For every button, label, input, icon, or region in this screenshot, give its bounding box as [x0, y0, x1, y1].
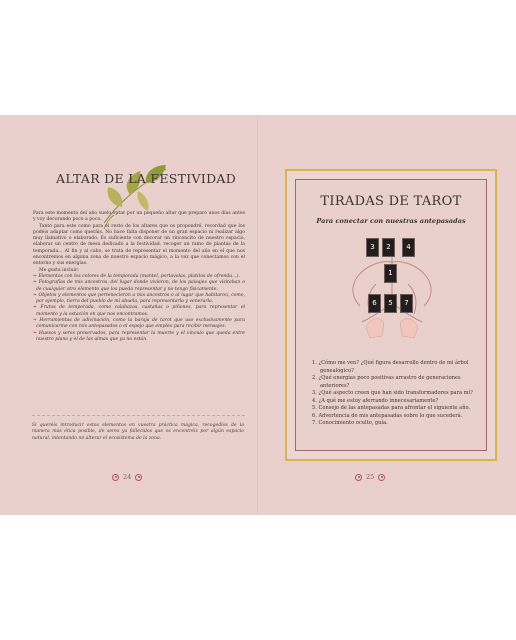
- list-item: ❧ Herramientas de adivinación, como la baraja de tarot que uso exclusivamente para comunicarme con mis antepasados o el espejo que empleo para recibir mensajes.: [33, 318, 245, 330]
- list-item: 5. Consejo de las antepasadas para afrontar el siguiente año.: [312, 405, 471, 411]
- bullet-icon: ❧: [33, 280, 37, 286]
- list-item: 7. Conocimiento oculto, guía.: [312, 420, 388, 426]
- ornament-icon: [355, 474, 362, 481]
- left-page: [28, 115, 250, 515]
- panel-title: TIRADAS DE TAROT: [320, 194, 462, 209]
- page-footer-right: [355, 473, 385, 481]
- bullet-icon: ❧: [33, 330, 37, 336]
- dotted-divider: [32, 415, 246, 416]
- list-item: 1. ¿Cómo me ven? ¿Qué figura desarrollo dentro de mi árbol genealógico?: [312, 360, 469, 374]
- page-title: ALTAR DE LA FESTIVIDAD: [56, 171, 237, 186]
- bullet-icon: ❧: [33, 318, 37, 324]
- page-number: 24: [123, 473, 132, 481]
- list-intro: Me gusta incluir:: [39, 267, 79, 273]
- panel-subtitle: Para conectar con nuestras antepasadas: [316, 217, 466, 225]
- paragraph: Tanto para este como para el resto de los altares que os propondré, recordad que los podéis adaptar como queráis. No hace falta disponer de un gran espacio ni realizar algo muy llamativo o elaborado. Es suficiente con decorar un rinconcito de nuestro espacio, elaborar un centro de mesa dedicado a la festividad, recoger un ramo de plantas de la temporada... Al fin y al cabo, se trata de representar el momento del año en el que nos encontremos en alguna zona de nuestro espacio mágico, a la vez que conectamos con el entorno y sus energías.: [33, 223, 245, 267]
- list-item: ❧ Fotografías de mis ancestros, del lugar donde vivieron, de los paisajes que visitaban o de cualquier otro elemento que los pueda representar y no tengo físicamente.: [33, 280, 245, 292]
- tarot-panel: [295, 179, 487, 451]
- tarot-card: 7: [400, 294, 413, 313]
- page-number: 25: [366, 473, 375, 481]
- book-spread: [0, 115, 516, 515]
- ornament-icon: [378, 474, 385, 481]
- bullet-icon: ❧: [33, 273, 37, 279]
- tarot-card: 3: [366, 238, 379, 257]
- tarot-card: 6: [368, 294, 381, 313]
- spread-illustration: [336, 232, 448, 350]
- ornament-icon: [135, 474, 142, 481]
- tarot-card: 1: [384, 264, 397, 283]
- page-footer-left: [112, 473, 142, 481]
- tarot-card: 4: [402, 238, 415, 257]
- body-text: [33, 211, 245, 343]
- ornament-icon: [112, 474, 119, 481]
- tarot-card: 2: [382, 238, 395, 257]
- tarot-card: 5: [384, 294, 397, 313]
- list-item: ❧ Objetos y elementos que pertenecieron a mis ancestros o al lugar que habitaron, como, por ejemplo, tierra del pueblo de mi abuela, para representarla y venerarla.: [33, 292, 245, 305]
- list-item: ❧ Huesos y seres preservados, para representar la muerte y el vínculo que queda entre nuestro plano y el de las almas que ya no están.: [33, 330, 245, 342]
- bullet-icon: ❧: [33, 305, 37, 311]
- question-list: [312, 360, 478, 428]
- list-item: 2. ¿Qué energías poco positivas arrastro de generaciones anteriores?: [312, 375, 461, 389]
- list-item: 3. ¿Qué aspecto creen que han sido transformadores para mí?: [312, 390, 473, 396]
- book-gutter: [257, 115, 259, 515]
- list-item: 4. ¿A qué me estoy aferrando innecesariamente?: [312, 397, 439, 404]
- list-item: ❧ Elementos con los colores de la temporada (mantel, portavelas, platitos de ofrenda…).: [33, 273, 240, 279]
- bullet-icon: ❧: [33, 292, 37, 298]
- paragraph: Para este momento del año suelo optar por un pequeño altar que preparo unos días antes y voy decorando poco a poco.: [33, 211, 245, 223]
- list-item: ❧ Frutos de temporada, como calabazas, castañas o piñones, para representar el momento y la estación en que nos encontramos.: [33, 305, 246, 317]
- list-item: 6. Advertencia de mis antepasadas sobre lo que sucederá.: [312, 412, 463, 419]
- side-note: Si queréis introducir estos elementos en vuestra práctica mágica, recogedlos de la manera más ética posible, de seres ya fallecidos que os encontréis por algún espacio natural, intentando no alterar el ecosistema de la zona.: [32, 423, 244, 441]
